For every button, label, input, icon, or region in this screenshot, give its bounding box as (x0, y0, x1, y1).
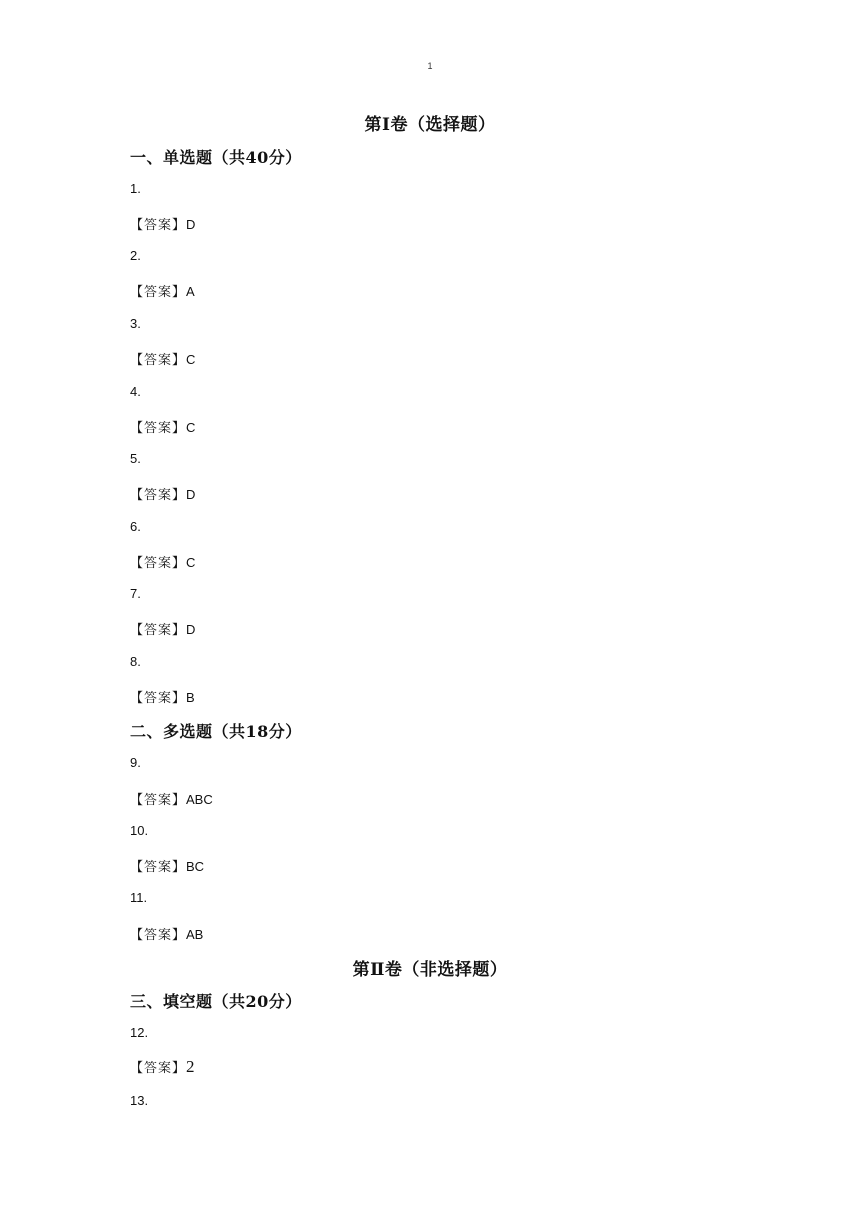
question-number: 5. (130, 451, 141, 466)
volume-1-title: 第Ⅰ卷（选择题） (364, 115, 496, 135)
answer-label: 【答案】 (130, 623, 187, 638)
answer-line (130, 619, 195, 638)
question-number: 6. (130, 519, 141, 534)
answer-line (130, 349, 195, 368)
answer-line (130, 214, 195, 233)
question-number: 10. (130, 823, 149, 838)
answer-line (130, 687, 195, 706)
answer-label: 【答案】 (130, 691, 187, 706)
answer-value: 2 (186, 1057, 195, 1076)
answer-label: 【答案】 (130, 793, 187, 808)
answer-value: A (186, 284, 195, 299)
answer-line (130, 856, 204, 875)
question-number: 2. (130, 248, 141, 263)
answer-label: 【答案】 (130, 218, 187, 233)
section-3-title: 三、填空题（共20分） (130, 992, 302, 1011)
question-number: 3. (130, 316, 141, 331)
question-number: 7. (130, 586, 141, 601)
answer-value: D (186, 622, 196, 637)
question-number: 12. (130, 1025, 149, 1040)
answer-label: 【答案】 (130, 556, 187, 571)
question-number: 13. (130, 1093, 149, 1108)
answer-value: C (186, 352, 196, 367)
answer-line (130, 789, 213, 808)
answer-label: 【答案】 (130, 488, 187, 503)
question-number: 4. (130, 384, 141, 399)
answer-line (130, 484, 195, 503)
answer-line (130, 417, 195, 436)
question-number: 9. (130, 755, 141, 770)
answer-line (130, 552, 195, 571)
answer-label: 【答案】 (130, 860, 187, 875)
answer-label: 【答案】 (130, 421, 187, 436)
answer-value: B (186, 690, 195, 705)
section-1-title: 一、单选题（共40分） (130, 148, 302, 167)
answer-line (130, 281, 195, 300)
question-number: 8. (130, 654, 141, 669)
page-number: 1 (427, 61, 433, 71)
question-number: 11. (130, 890, 148, 905)
answer-value: C (186, 555, 196, 570)
answer-value: ABC (186, 792, 213, 807)
section-2-title: 二、多选题（共18分） (130, 722, 302, 741)
answer-label: 【答案】 (130, 285, 187, 300)
answer-value: D (186, 217, 196, 232)
answer-label: 【答案】 (130, 1061, 187, 1076)
volume-2-title: 第Ⅱ卷（非选择题） (352, 960, 508, 980)
question-number: 1. (130, 181, 141, 196)
answer-line (130, 924, 203, 943)
answer-label: 【答案】 (130, 353, 187, 368)
answer-value: D (186, 487, 196, 502)
answer-value: C (186, 420, 196, 435)
answer-value: AB (186, 927, 204, 942)
answer-label: 【答案】 (130, 928, 187, 943)
answer-line (130, 1057, 195, 1077)
answer-value: BC (186, 859, 205, 874)
